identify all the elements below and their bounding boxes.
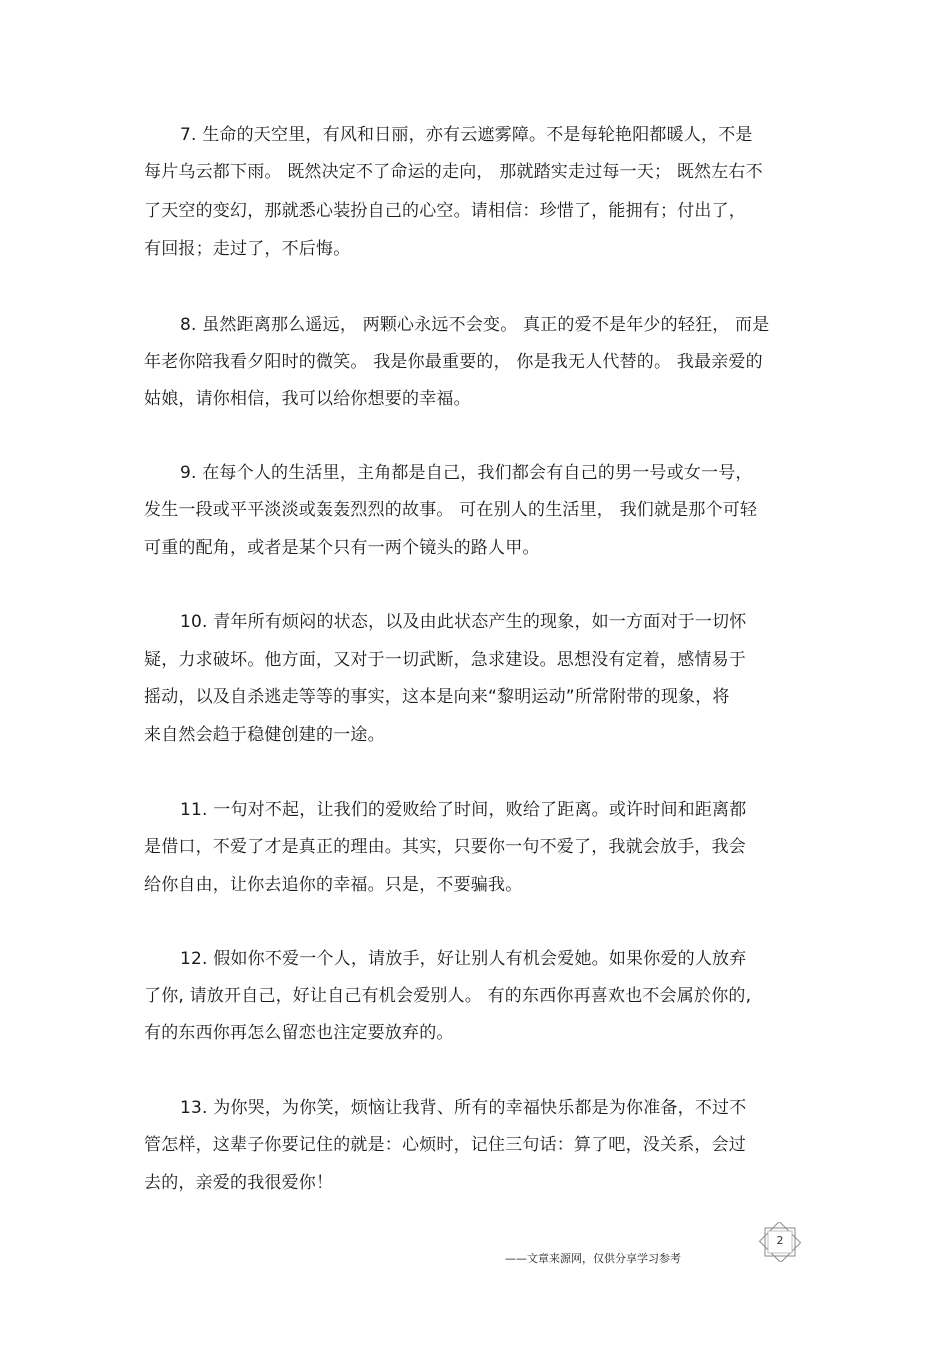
text-line: 11. 一句对不起，让我们的爱败给了时间，败给了距离。或许时间和距离都 bbox=[180, 800, 747, 820]
page-number: 2 bbox=[776, 1234, 784, 1247]
text-line: 姑娘，请你相信，我可以给你想要的幸福。 bbox=[144, 389, 471, 409]
text-line: 是借口，不爱了才是真正的理由。其实，只要你一句不爱了，我就会放手，我会 bbox=[144, 837, 746, 857]
text-line: 管怎样，这辈子你要记住的就是：心烦时，记住三句话：算了吧，没关系，会过 bbox=[144, 1135, 746, 1155]
text-line: 来自然会趋于稳健创建的一途。 bbox=[144, 725, 385, 745]
text-line: 9. 在每个人的生活里，主角都是自己，我们都会有自己的男一号或女一号， bbox=[180, 463, 753, 483]
text-line: 疑，力求破坏。他方面，又对于一切武断，急求建设。思想没有定着，感情易于 bbox=[144, 650, 746, 670]
text-line: 年老你陪我看夕阳时的微笑。 我是你最重要的， 你是我无人代替的。 我最亲爱的 bbox=[144, 352, 763, 372]
text-line: 给你自由，让你去追你的幸福。只是，不要骗我。 bbox=[144, 875, 523, 895]
text-line: 可重的配角，或者是某个只有一两个镜头的路人甲。 bbox=[144, 538, 540, 558]
text-line: 7. 生命的天空里，有风和日丽，亦有云遮雾障。不是每轮艳阳都暖人，不是 bbox=[180, 125, 753, 145]
text-line: 摇动，以及自杀逃走等等的事实，这本是向来“黎明运动”所常附带的现象，将 bbox=[144, 687, 730, 707]
text-line: 发生一段或平平淡淡或轰轰烈烈的故事。 可在别人的生活里， 我们就是那个可轻 bbox=[144, 500, 758, 520]
text-line: 12. 假如你不爱一个人，请放手，好让别人有机会爱她。如果你爱的人放弃 bbox=[180, 949, 747, 969]
footer-source-note: ——文章来源网，仅供分享学习参考 bbox=[505, 1252, 681, 1265]
text-line: 10. 青年所有烦闷的状态，以及由此状态产生的现象，如一方面对于一切怀 bbox=[180, 612, 747, 632]
text-line: 去的，亲爱的我很爱你！ bbox=[144, 1173, 334, 1193]
text-line: 了天空的变幻，那就悉心装扮自己的心空。请相信：珍惜了，能拥有；付出了， bbox=[144, 201, 746, 221]
text-line: 13. 为你哭，为你笑，烦恼让我背、所有的幸福快乐都是为你准备，不过不 bbox=[180, 1098, 747, 1118]
text-line: 每片乌云都下雨。 既然决定不了命运的走向， 那就踏实走过每一天； 既然左右不 bbox=[144, 162, 763, 182]
page-number-badge bbox=[757, 1222, 803, 1262]
text-line: 了你, 请放开自己，好让自己有机会爱别人。 有的东西你再喜欢也不会属於你的, bbox=[144, 986, 752, 1006]
text-line: 8. 虽然距离那么遥远， 两颗心永远不会变。 真正的爱不是年少的轻狂， 而是 bbox=[180, 315, 770, 335]
text-line: 有回报；走过了，不后悔。 bbox=[144, 239, 351, 259]
text-line: 有的东西你再怎么留恋也注定要放弃的。 bbox=[144, 1023, 454, 1043]
